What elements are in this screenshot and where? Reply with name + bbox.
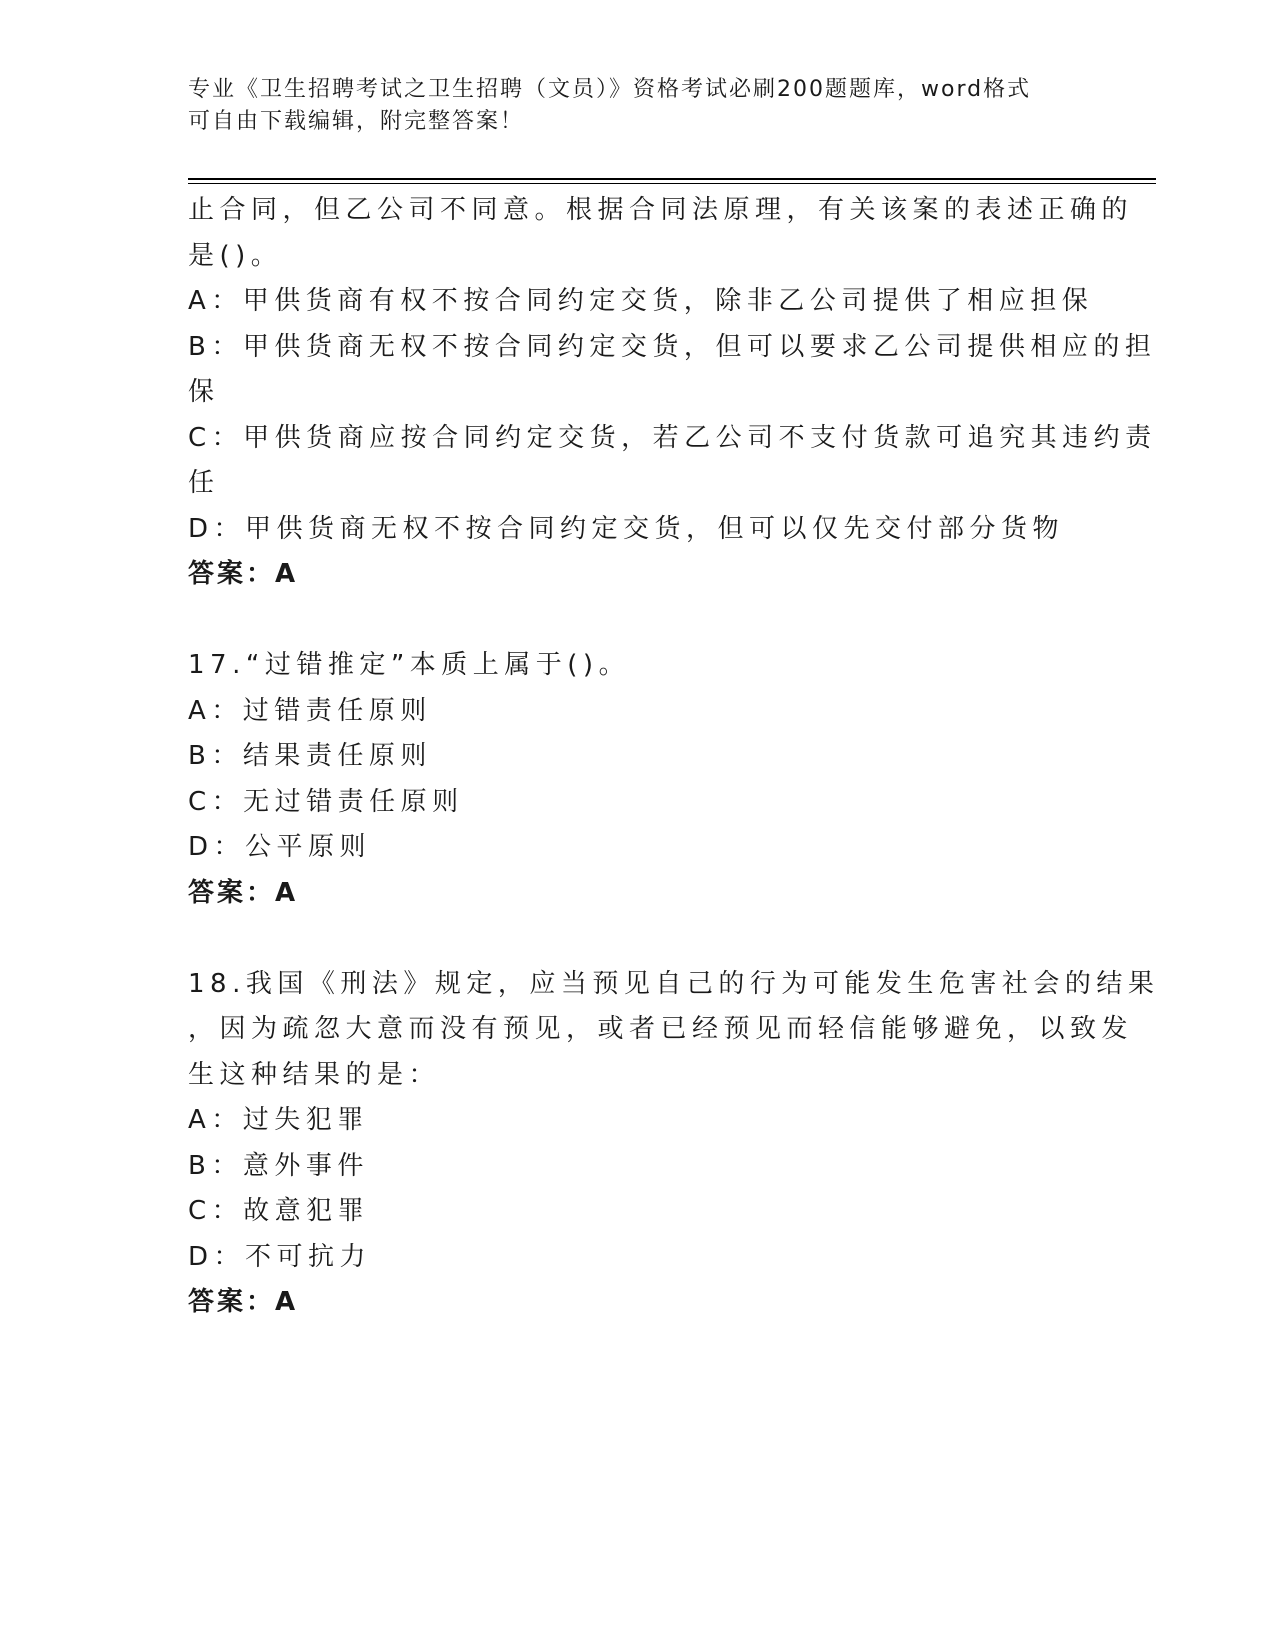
question-17 <box>188 643 1088 916</box>
question-18-stem-line-3: 生这种结果的是： <box>188 1059 441 1090</box>
header-divider <box>188 178 1156 184</box>
question-18-option-b: B：意外事件 <box>188 1150 369 1181</box>
question-17-answer: 答案：A <box>188 877 299 908</box>
document-body <box>188 188 1160 1326</box>
question-17-option-a: A：过错责任原则 <box>188 695 432 726</box>
page-header <box>188 74 1068 138</box>
header-line-2: 可自由下载编辑，附完整答案！ <box>188 109 525 134</box>
question-16-stem-line-2: 是()。 <box>188 240 283 271</box>
question-16-stem-line-1: 止合同，但乙公司不同意。根据合同法原理，有关该案的表述正确的 <box>188 195 1134 225</box>
question-18-option-a: A：过失犯罪 <box>188 1105 369 1135</box>
question-18-option-c: C：故意犯罪 <box>188 1196 370 1226</box>
question-18-stem-line-2: ，因为疏忽大意而没有预见，或者已经预见而轻信能够避免，以致发 <box>188 1014 1134 1044</box>
question-16-option-c-line-1: C：甲供货商应按合同约定交货，若乙公司不支付货款可追究其违约责 <box>188 422 1157 453</box>
question-16-option-b-line-1: B：甲供货商无权不按合同约定交货，但可以要求乙公司提供相应的担 <box>188 331 1157 362</box>
question-18-answer: 答案：A <box>188 1287 299 1317</box>
spacer <box>188 916 1088 962</box>
question-16-option-d: D：甲供货商无权不按合同约定交货，但可以仅先交付部分货物 <box>188 513 1065 544</box>
question-16-option-a: A：甲供货商有权不按合同约定交货，除非乙公司提供了相应担保 <box>188 286 1094 316</box>
question-17-option-b: B：结果责任原则 <box>188 741 432 771</box>
question-17-option-d: D：公平原则 <box>188 832 372 862</box>
question-16-option-b-line-2: 保 <box>188 377 220 407</box>
header-line-1: 专业《卫生招聘考试之卫生招聘（文员）》资格考试必刷200题题库，word格式 <box>188 77 1032 102</box>
spacer <box>188 598 1088 644</box>
question-17-option-c: C：无过错责任原则 <box>188 786 464 817</box>
question-18 <box>188 962 1160 1326</box>
question-16-answer: 答案：A <box>188 559 299 589</box>
question-16 <box>188 188 1157 598</box>
question-16-option-c-line-2: 任 <box>188 468 220 498</box>
question-18-stem-line-1: 18.我国《刑法》规定，应当预见自己的行为可能发生危害社会的结果 <box>188 968 1160 999</box>
question-17-stem: 17.“过错推定”本质上属于()。 <box>188 650 631 680</box>
question-18-option-d: D：不可抗力 <box>188 1241 372 1272</box>
